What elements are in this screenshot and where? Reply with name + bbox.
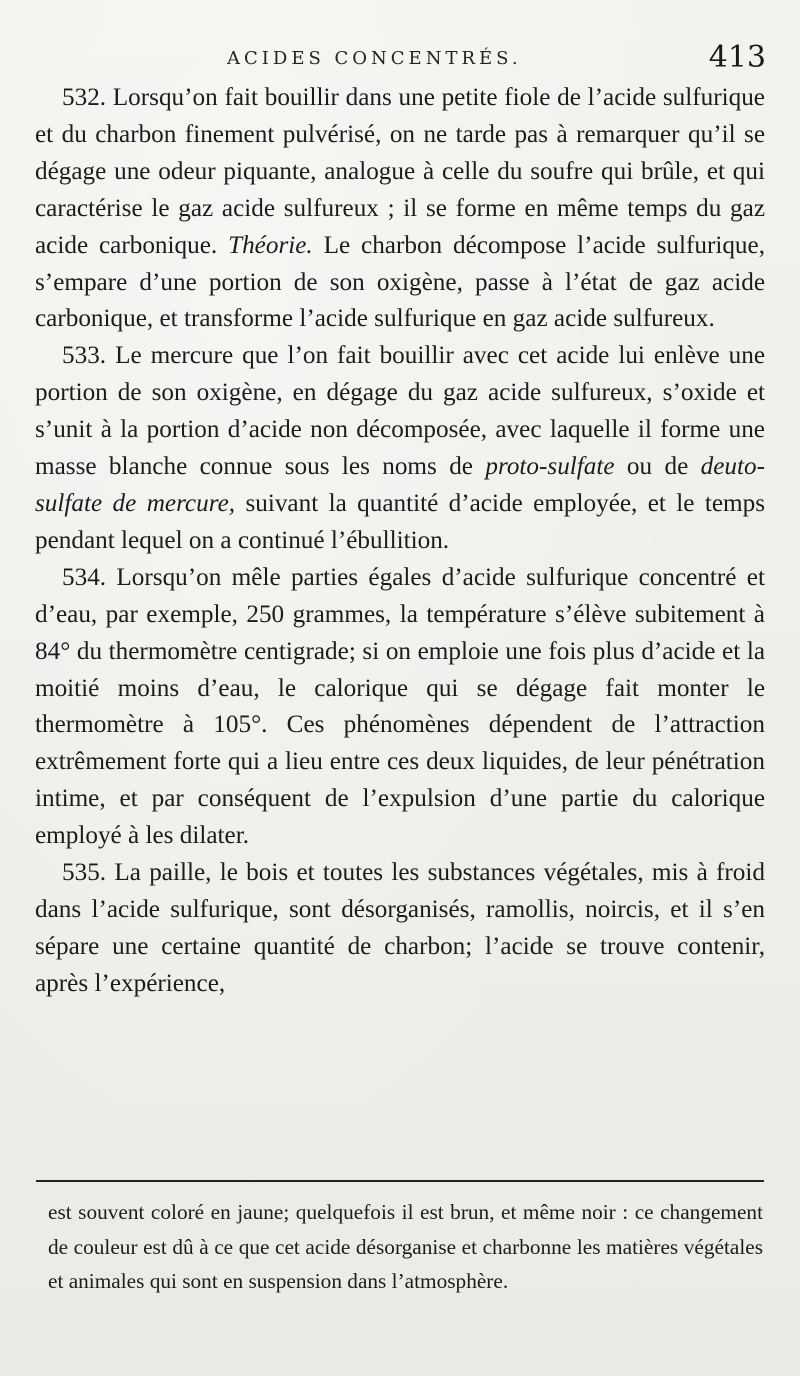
paragraph-533 xyxy=(35,338,765,559)
italic-run: Théorie. xyxy=(228,231,313,259)
paragraph-534 xyxy=(35,560,765,855)
text-run: 532. Lorsqu’on fait bouillir dans une petite fiole de l’acide sulfurique et du charbon finement pulvérisé, on ne tarde pas à remarquer qu’il se dégage une odeur piquante, analogue à celle du soufre qui brûle, et qui caractérise le gaz acide sulfureux ; il se forme en même temps du gaz acide carbonique. xyxy=(35,84,765,259)
paragraph-535 xyxy=(35,855,765,1003)
text-run: ou de xyxy=(614,453,701,481)
page-header xyxy=(0,40,800,80)
italic-run: deuto-sulfate de mercure, xyxy=(35,453,766,517)
running-head: ACIDES CONCENTRÉS. xyxy=(227,48,522,69)
footnote-text: est souvent coloré en jaune; quelquefois il est brun, et même noir : ce changement de couleur est dû à ce que cet acide désorganise et charbonne les matières végétales et animales qui sont en suspension dans l’atmosphère. xyxy=(48,1200,763,1293)
paragraph-532 xyxy=(35,80,765,338)
italic-run: proto-sulfate xyxy=(485,453,615,481)
footnote xyxy=(48,1195,763,1299)
text-run: 533. Le mercure que l’on fait bouillir avec cet acide lui enlève une portion de son oxigène, en dégage du gaz acide sulfureux, s’oxide et s’unit à la portion d’acide non décomposée, avec laquelle il forme une masse blanche connue sous les noms de xyxy=(35,342,765,481)
text-run: Le charbon décompose l’acide sulfurique, s’empare d’une portion de son oxigène, passe à l’état de gaz acide carbonique, et transforme l’acide sulfurique en gaz acide sulfureux. xyxy=(35,231,765,333)
text-run: 535. La paille, le bois et toutes les substances végétales, mis à froid dans l’acide sulfurique, sont désorganisés, ramollis, noircis, et il s’en sépare une certaine quantité de charbon; l’acide se trouve contenir, après l’expérience, xyxy=(35,859,765,997)
page-number: 413 xyxy=(708,40,766,75)
text-run: suivant la quantité d’acide employée, et le temps pendant lequel on a continué l’ébullition. xyxy=(35,489,766,554)
footnote-rule xyxy=(36,1180,764,1182)
text-run: 534. Lorsqu’on mêle parties égales d’acide sulfurique concentré et d’eau, par exemple, 250 grammes, la température s’élève subitement à 84° du thermomètre centigrade; si on emploie une fois plus d’acide et la moitié moins d’eau, le calorique qui se dégage fait monter le thermomètre à 105°. Ces phénomènes dépendent de l’attraction extrêmement forte qui a lieu entre ces deux liquides, de leur pénétration intime, et par conséquent de l’expulsion d’une partie du calorique employé à les dilater. xyxy=(35,563,765,850)
main-text xyxy=(35,80,765,1003)
